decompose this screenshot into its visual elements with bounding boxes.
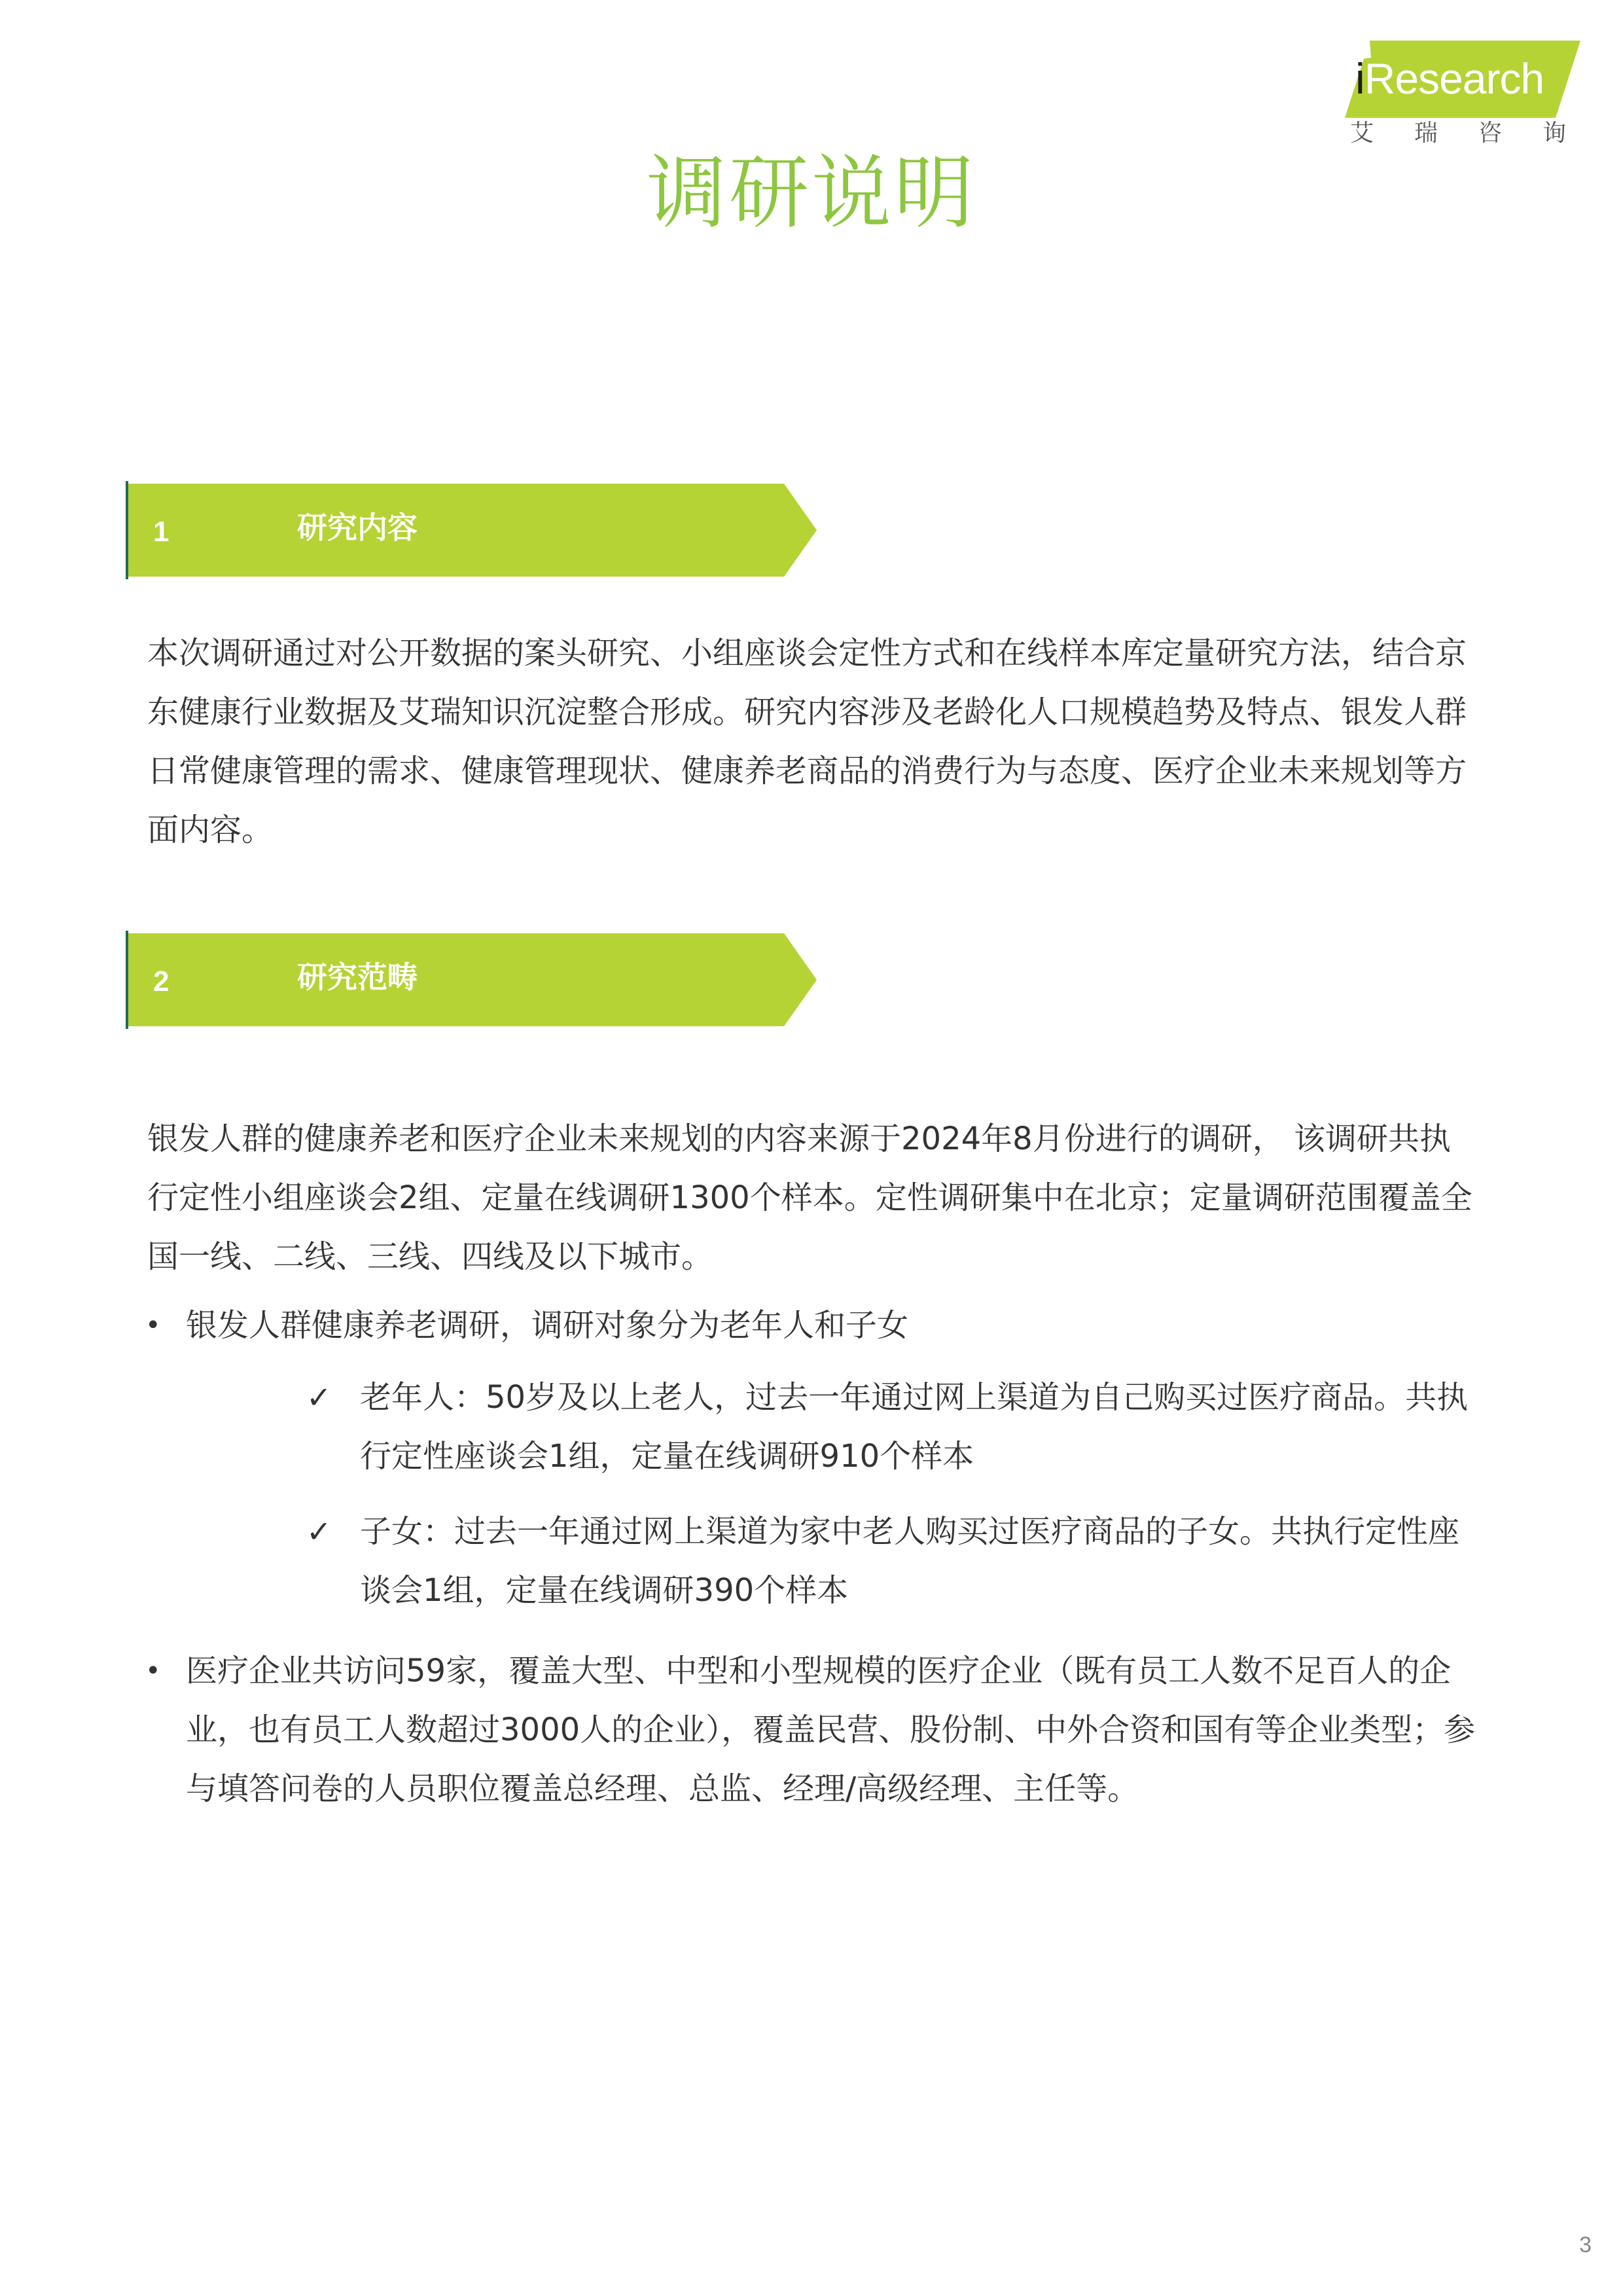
banner-arrow-shape bbox=[126, 481, 818, 579]
bullet-dot-icon: • bbox=[145, 1310, 161, 1340]
section-banner-1 bbox=[126, 481, 818, 579]
section-heading: 研究范畴 bbox=[297, 960, 418, 995]
bullet-text: 医疗企业共访问59家，覆盖大型、中型和小型规模的医疗企业（既有员工人数不足百人的企业，也有员工人数超过3000人的企业），覆盖民营、股份制、中外合资和国有等企业类型；参与填答问卷的人员职位覆盖总经理、总监、经理/高级经理、主任等。 bbox=[186, 1653, 1476, 1807]
checkmark-icon: ✓ bbox=[306, 1380, 332, 1415]
banner-arrow-shape bbox=[126, 931, 818, 1029]
section-heading: 研究内容 bbox=[297, 510, 418, 545]
section-2-paragraph bbox=[147, 1109, 1476, 1286]
checkmark-icon: ✓ bbox=[306, 1514, 332, 1549]
page-title: 调研说明 bbox=[647, 147, 976, 240]
bullet-dot-icon: • bbox=[145, 1656, 161, 1686]
section-1-paragraph bbox=[147, 624, 1476, 859]
paragraph-text: 银发人群的健康养老和医疗企业未来规划的内容来源于2024年8月份进行的调研， 该调研共执行定性小组座谈会2组、定量在线调研1300个样本。定性调研集中在北京；定量调研范围覆盖全国一线、二线、三线、四线及以下城市。 bbox=[147, 1121, 1472, 1275]
check-subitem-text: 子女：过去一年通过网上渠道为家中老人购买过医疗商品的子女。共执行定性座谈会1组，定量在线调研390个样本 bbox=[360, 1513, 1460, 1609]
iresearch-logo bbox=[1345, 41, 1607, 152]
section-banner-2 bbox=[126, 931, 818, 1029]
bullet-text: 银发人群健康养老调研，调研对象分为老年人和子女 bbox=[186, 1307, 909, 1344]
check-subitem-text: 老年人：50岁及以上老人，过去一年通过网上渠道为自己购买过医疗商品。共执行定性座谈会1组，定量在线调研910个样本 bbox=[360, 1379, 1469, 1475]
section-number: 1 bbox=[153, 516, 169, 548]
logo-subtitle: 艾瑞咨询 bbox=[1350, 120, 1607, 147]
section-number: 2 bbox=[153, 965, 169, 997]
logo-wordmark-i: i bbox=[1355, 54, 1364, 103]
page-number: 3 bbox=[1579, 2233, 1592, 2257]
logo-wordmark-rest: Research bbox=[1364, 54, 1544, 103]
logo-wordmark bbox=[1355, 52, 1544, 105]
paragraph-text: 本次调研通过对公开数据的案头研究、小组座谈会定性方式和在线样本库定量研究方法，结合京东健康行业数据及艾瑞知识沉淀整合形成。研究内容涉及老龄化人口规模趋势及特点、银发人群日常健康管理的需求、健康管理现状、健康养老商品的消费行为与态度、医疗企业未来规划等方面内容。 bbox=[147, 635, 1467, 848]
